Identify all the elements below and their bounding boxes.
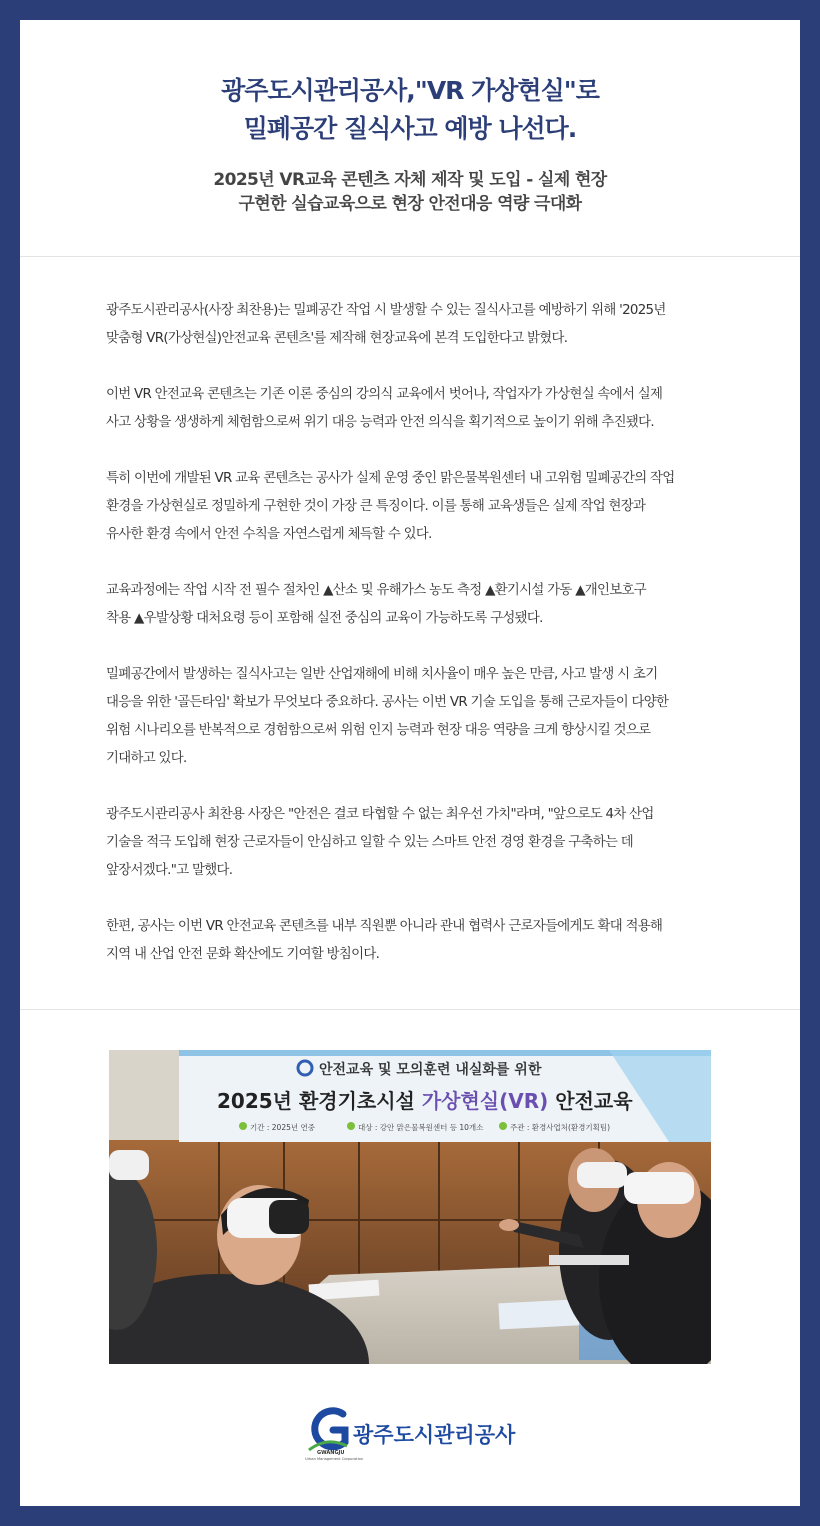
paragraph-line: 사고 상황을 생생하게 체험함으로써 위기 대응 능력과 안전 의식을 획기적으로 높이기 위해 추진됐다.	[106, 415, 654, 430]
photo-illustration	[109, 1050, 711, 1364]
paragraph-line: 앞장서겠다."고 말했다.	[106, 863, 233, 878]
logo-sub2: Urban Management Corporation	[305, 1457, 364, 1461]
logo-sub1: GWANGJU	[317, 1450, 345, 1456]
banner-info: 기간 : 2025년 연중	[250, 1123, 315, 1132]
paragraph	[106, 801, 714, 885]
paragraph-line: 광주도시관리공사(사장 최찬용)는 밀폐공간 작업 시 발생할 수 있는 질식사고를 예방하기 위해 '2025년	[106, 303, 666, 318]
banner-main-part: 2025년 환경기초시설	[217, 1089, 422, 1113]
paragraph-line: 밀폐공간에서 발생하는 질식사고는 일반 산업재해에 비해 치사율이 매우 높은 만큼, 사고 발생 시 초기	[106, 667, 658, 682]
article-body	[20, 257, 800, 1010]
vr-training-photo	[109, 1050, 711, 1364]
paragraph	[106, 381, 714, 437]
company-logo	[303, 1406, 523, 1462]
headline	[20, 72, 800, 148]
banner-info: 주관 : 환경사업처(환경기획팀)	[510, 1123, 611, 1132]
paragraph-line: 환경을 가상현실로 정밀하게 구현한 것이 가장 큰 특징이다. 이를 통해 교육생들은 실제 작업 현장과	[106, 499, 646, 514]
paragraph-line: 기술을 적극 도입해 현장 근로자들이 안심하고 일할 수 있는 스마트 안전 경영 환경을 구축하는 데	[106, 835, 633, 850]
paragraph	[106, 661, 714, 773]
logo-mark-icon	[303, 1406, 523, 1462]
paragraph	[106, 913, 714, 969]
paragraph-list	[106, 297, 714, 997]
logo-name: 광주도시관리공사	[353, 1423, 516, 1447]
subheadline	[20, 168, 800, 216]
paragraph-line: 한편, 공사는 이번 VR 안전교육 콘텐츠를 내부 직원뿐 아니라 관내 협력사 근로자들에게도 확대 적용해	[106, 919, 663, 934]
banner-info: 대상 : 강안 맑은물복원센터 등 10개소	[358, 1123, 484, 1132]
paragraph-line: 대응을 위한 '골든타임' 확보가 무엇보다 중요하다. 공사는 이번 VR 기술 도입을 통해 근로자들이 다양한	[106, 695, 669, 710]
subheadline-line: 2025년 VR교육 콘텐츠 자체 제작 및 도입 - 실제 현장	[213, 170, 607, 190]
paragraph-line: 유사한 환경 속에서 안전 수칙을 자연스럽게 체득할 수 있다.	[106, 527, 432, 542]
paragraph	[106, 577, 714, 633]
paragraph-line: 기대하고 있다.	[106, 751, 187, 766]
paragraph-line: 위험 시나리오를 반복적으로 경험함으로써 위험 인지 능력과 현장 대응 역량을 크게 향상시킬 것으로	[106, 723, 651, 738]
paragraph	[106, 465, 714, 549]
paragraph	[106, 297, 714, 353]
vr-headset-icon	[624, 1172, 694, 1204]
banner-main-part: 안전교육	[548, 1089, 633, 1113]
paragraph-line: 착용 ▲우발상황 대처요령 등이 포함해 실전 중심의 교육이 가능하도록 구성됐다.	[106, 611, 543, 626]
banner-top-text: 안전교육 및 모의훈련 내실화를 위한	[319, 1062, 542, 1078]
paragraph-line: 이번 VR 안전교육 콘텐츠는 기존 이론 중심의 강의식 교육에서 벗어나, 작업자가 가상현실 속에서 실제	[106, 387, 663, 402]
paragraph-line: 광주도시관리공사 최찬용 사장은 "안전은 결코 타협할 수 없는 최우선 가치"라며, "앞으로도 4차 산업	[106, 807, 654, 822]
paragraph-line: 특히 이번에 개발된 VR 교육 콘텐츠는 공사가 실제 운영 중인 맑은물복원센터 내 고위험 밀폐공간의 작업	[106, 471, 675, 486]
press-release-card	[20, 20, 800, 1506]
headline-line: 광주도시관리공사,"VR 가상현실"로	[221, 76, 599, 105]
paragraph-line: 맞춤형 VR(가상현실)안전교육 콘텐츠'를 제작해 현장교육에 본격 도입한다고 밝혔다.	[106, 331, 568, 346]
paragraph-line: 교육과정에는 작업 시작 전 필수 절차인 ▲산소 및 유해가스 농도 측정 ▲환기시설 가동 ▲개인보호구	[106, 583, 646, 598]
vr-headset-icon	[577, 1162, 627, 1188]
banner-main-text	[217, 1089, 633, 1113]
banner-main-accent: 가상현실(VR)	[421, 1089, 549, 1113]
headline-line: 밀폐공간 질식사고 예방 나선다.	[243, 114, 577, 143]
header-section	[20, 20, 800, 257]
subheadline-line: 구현한 실습교육으로 현장 안전대응 역량 극대화	[238, 194, 582, 214]
paragraph-line: 지역 내 산업 안전 문화 확산에도 기여할 방침이다.	[106, 947, 380, 962]
